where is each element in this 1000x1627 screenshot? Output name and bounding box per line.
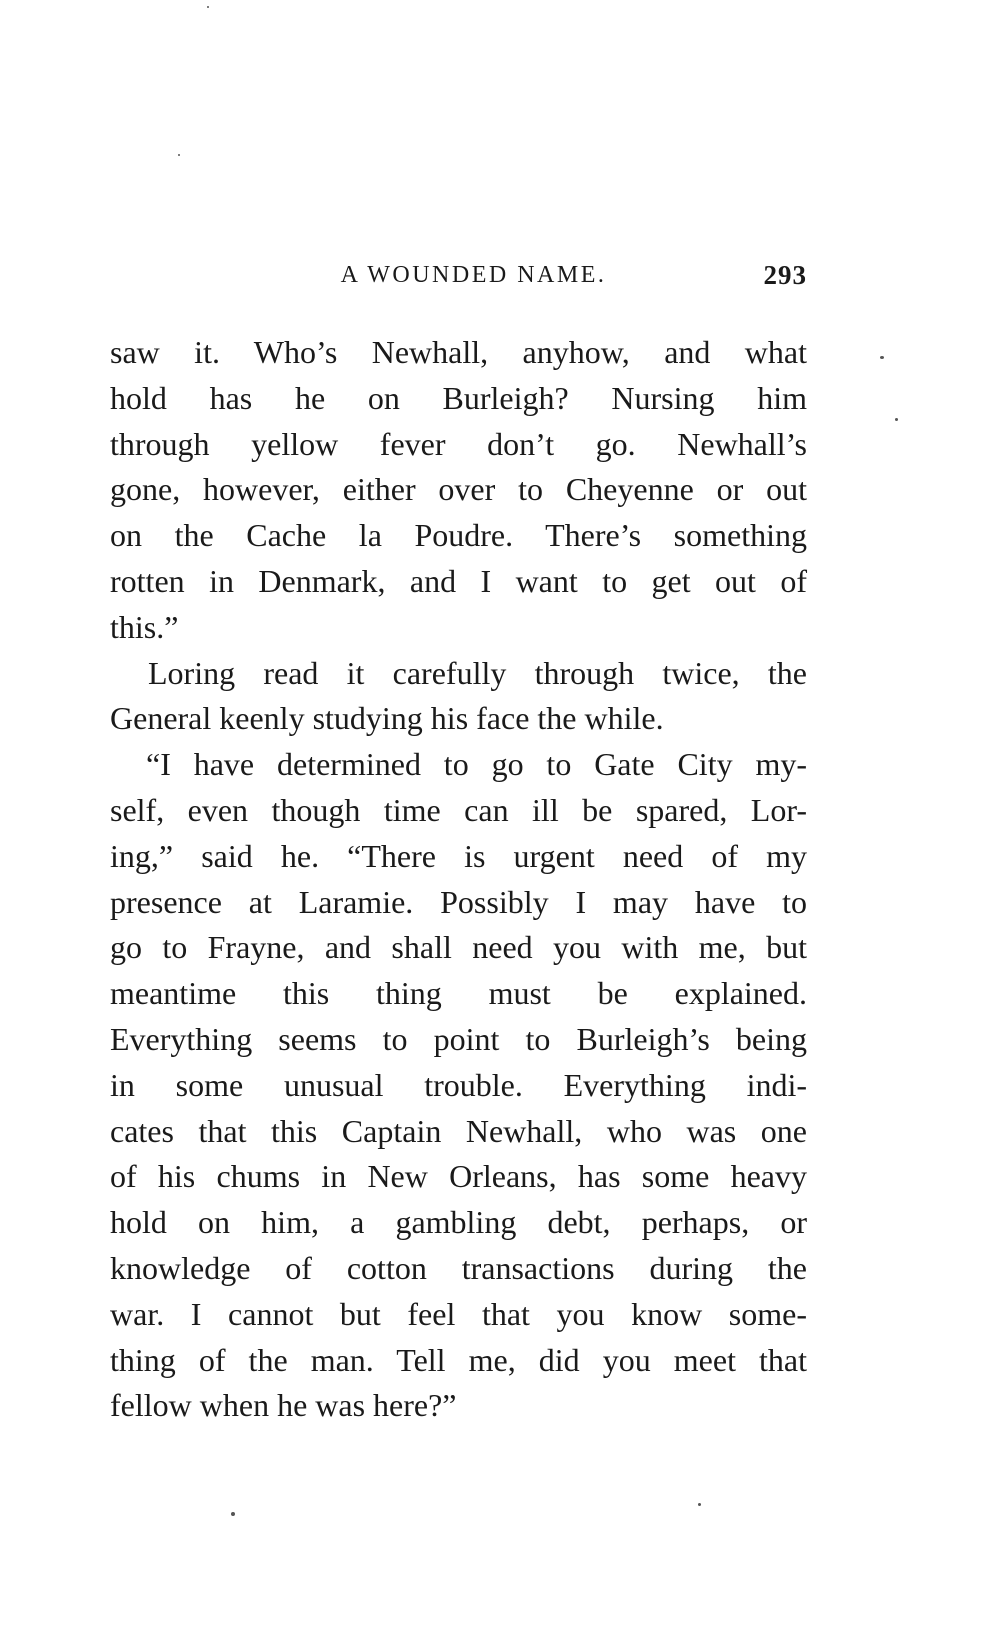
text-line: in some unusual trouble. Everything indi- xyxy=(110,1066,807,1103)
print-speck xyxy=(880,356,884,359)
text-line: “I have determined to go to Gate City my- xyxy=(146,746,807,783)
text-line: rotten in Denmark, and I want to get out of xyxy=(110,562,807,599)
text-line: go to Frayne, and shall need you with me, but xyxy=(110,929,807,966)
print-speck xyxy=(207,6,209,8)
text-line: thing of the man. Tell me, did you meet that xyxy=(110,1341,807,1378)
page-number: 293 xyxy=(763,260,807,290)
text-line: fellow when he was here?” xyxy=(110,1387,457,1424)
text-line: hold has he on Burleigh? Nursing him xyxy=(110,379,807,416)
body-text xyxy=(110,330,807,1429)
text-line: Everything seems to point to Burleigh’s being xyxy=(110,1020,807,1057)
text-line: gone, however, either over to Cheyenne or out xyxy=(110,471,807,508)
text-line: cates that this Captain Newhall, who was one xyxy=(110,1112,807,1149)
text-line: meantime this thing must be explained. xyxy=(110,975,807,1012)
text-line: through yellow fever don’t go. Newhall’s xyxy=(110,425,807,462)
text-line: General keenly studying his face the while. xyxy=(110,700,664,737)
print-speck xyxy=(231,1512,235,1516)
text-line: of his chums in New Orleans, has some heavy xyxy=(110,1158,807,1195)
text-line: saw it. Who’s Newhall, anyhow, and what xyxy=(110,334,807,370)
text-line: self, even though time can ill be spared, Lor- xyxy=(110,791,807,828)
text-line: ing,” said he. “There is urgent need of my xyxy=(110,837,807,874)
text-line: presence at Laramie. Possibly I may have to xyxy=(110,883,807,920)
text-line: war. I cannot but feel that you know some- xyxy=(110,1295,807,1332)
running-title: A WOUNDED NAME. xyxy=(340,262,607,288)
text-line: knowledge of cotton transactions during the xyxy=(110,1249,807,1286)
text-line: hold on him, a gambling debt, perhaps, or xyxy=(110,1204,807,1241)
text-line: this.” xyxy=(110,608,179,645)
print-speck xyxy=(895,418,898,421)
print-speck xyxy=(178,154,180,156)
running-head xyxy=(110,262,807,302)
text-line: Loring read it carefully through twice, the xyxy=(148,654,807,691)
print-speck xyxy=(698,1503,701,1506)
text-line: on the Cache la Poudre. There’s something xyxy=(110,517,807,554)
